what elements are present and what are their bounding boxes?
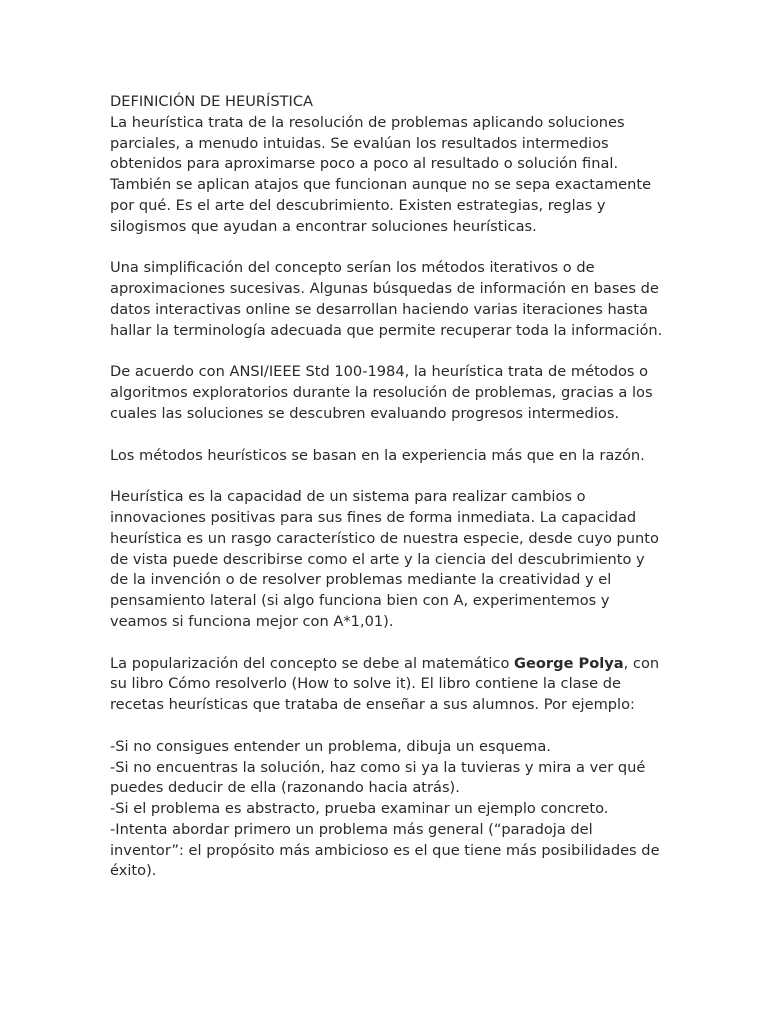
paragraph-ansi-ieee: De acuerdo con ANSI/IEEE Std 100-1984, la heurística trata de métodos o algoritmos exploratorios durante la resolución de problemas, gracias a los cuales las soluciones se descubren evaluando progresos intermedios. [110,363,653,422]
document-body [110,92,666,882]
list-item: -Si el problema es abstracto, prueba examinar un ejemplo concreto. [110,800,609,818]
list-item: -Si no consigues entender un problema, dibuja un esquema. [110,737,551,755]
polya-text-before: La popularización del concepto se debe al matemático [110,654,515,672]
paragraph-definition: La heurística trata de la resolución de problemas aplicando soluciones parciales, a menudo intuidas. Se evalúan los resultados intermedios obtenidos para aproximarse poco a poco al resultado o solución final. También se aplican atajos que funcionan aunque no se sepa exactamente por qué. Es el arte del descubrimiento. Existen estrategias, reglas y silogismos que ayudan a encontrar soluciones heurísticas. [110,113,652,235]
heuristic-tips-list [110,737,666,883]
paragraph-polya [110,654,666,716]
paragraph-experience: Los métodos heurísticos se basan en la experiencia más que en la razón. [110,446,645,464]
list-item: -Intenta abordar primero un problema más general (“paradoja del inventor”: el propósito más ambicioso es el que tiene más posibilidades de éxito). [110,820,660,880]
polya-text-after: , con su libro Cómo resolverlo (How to solve it). El libro contiene la clase de recetas heurísticas que trataba de enseñar a sus alumnos. Por ejemplo: [110,654,660,714]
paragraph-simplification: Una simplificación del concepto serían los métodos iterativos o de aproximaciones sucesivas. Algunas búsquedas de información en bases de datos interactivas online se desarrollan haciendo varias iteraciones hasta hallar la terminología adecuada que permite recuperar toda la información. [110,259,663,339]
paragraph-capacity: Heurística es la capacidad de un sistema para realizar cambios o innovaciones positivas para sus fines de forma inmediata. La capacidad heurística es un rasgo característico de nuestra especie, desde cuyo punto de vista puede describirse como el arte y la ciencia del descubrimiento y de la invención o de resolver problemas mediante la creatividad y el pensamiento lateral (si algo funciona bien con A, experimentemos y veamos si funciona mejor con A*1,01). [110,488,659,630]
list-item: -Si no encuentras la solución, haz como si ya la tuvieras y mira a ver qué puedes deducir de ella (razonando hacia atrás). [110,758,646,797]
polya-name: George Polya [514,654,624,672]
document-title: DEFINICIÓN DE HEURÍSTICA [110,93,313,110]
